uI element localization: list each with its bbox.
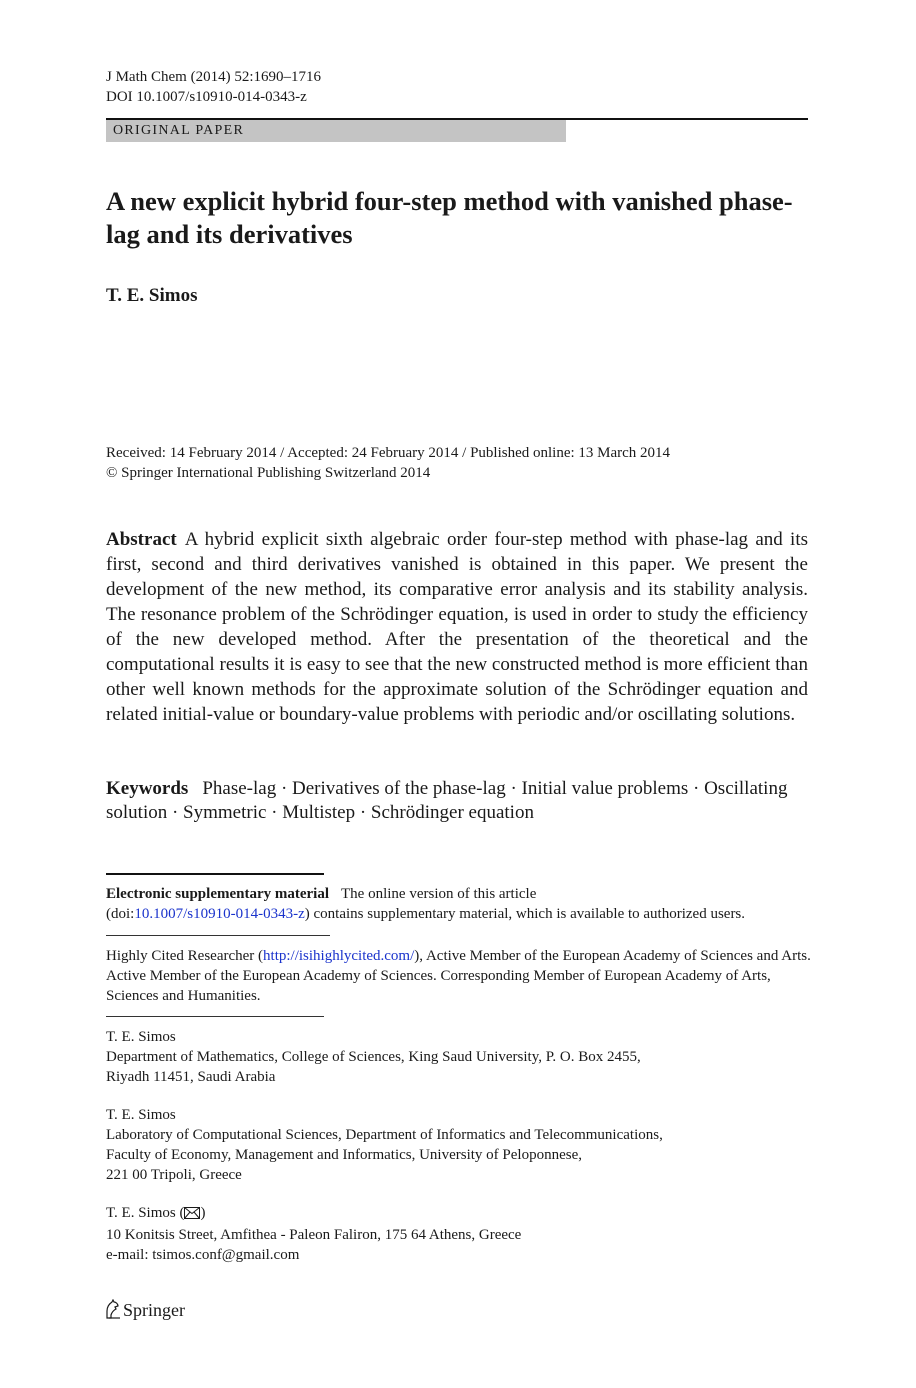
abstract: [106, 527, 808, 727]
hcr-link[interactable]: http://isihighlycited.com/: [263, 948, 415, 964]
email-line: e-mail: tsimos.conf@gmail.com: [106, 1247, 300, 1263]
journal-header: [106, 67, 321, 107]
affiliation-name: T. E. Simos: [106, 1029, 176, 1045]
esm-text-3: ) contains supplementary material, which is available to authorized users.: [304, 906, 746, 922]
publisher-logo: [104, 1298, 185, 1322]
copyright-line: © Springer International Publishing Switzerland 2014: [106, 465, 431, 481]
received-accepted-line: Received: 14 February 2014 / Accepted: 24 February 2014 / Published online: 13 March 2014: [106, 445, 671, 461]
affiliation-1: [106, 1027, 816, 1087]
hcr-text-2: ), Active Member of the European Academy of Sciences and Arts. Active Member of the European Academy of Sciences. Corresponding Member of European Academy of Arts, Sciences and Humanities.: [106, 948, 811, 1004]
esm-text-1: The online version of this article: [341, 886, 537, 902]
affiliation-name: T. E. Simos: [106, 1107, 176, 1123]
hcr-text-1: Highly Cited Researcher (: [106, 948, 264, 964]
publisher-name: Springer: [123, 1300, 185, 1320]
corresponding-author: T. E. Simos ( ): [106, 1203, 816, 1225]
esm-text-2: (doi:: [106, 906, 135, 922]
publication-dates: [106, 443, 670, 483]
highly-cited-footnote: [106, 946, 816, 1006]
article-type-label: ORIGINAL PAPER: [113, 123, 245, 138]
affiliation-3: [106, 1203, 816, 1265]
affiliation-line: Riyadh 11451, Saudi Arabia: [106, 1069, 276, 1085]
keywords-text: Phase-lag · Derivatives of the phase-lag · Initial value problems · Oscillating solution · Symmetric · Multistep · Schrödinger equation: [106, 778, 788, 823]
affiliation-name: T. E. Simos: [106, 1205, 176, 1221]
abstract-label: Abstract: [106, 529, 177, 550]
abstract-text: A hybrid explicit sixth algebraic order four-step method with phase-lag and its first, second and third derivatives vanished is obtained in this paper. We present the development of the new method, its comparative error analysis and its stability analysis. The resonance problem of the Schrödinger equation, is used in order to study the efficiency of the new developed method. After the presentation of the theoretical and the computational results it is easy to see that the new constructed method is more efficient than other well known methods for the approximate solution of the Schrödinger equation and related initial-value or boundary-value problems with periodic and/or oscillating solutions.: [106, 529, 808, 725]
journal-citation: J Math Chem (2014) 52:1690–1716: [106, 69, 321, 85]
envelope-icon: [184, 1205, 200, 1225]
author-name: T. E. Simos: [106, 285, 198, 306]
esm-label: Electronic supplementary material: [106, 886, 330, 902]
affiliation-line: Department of Mathematics, College of Sciences, King Saud University, P. O. Box 2455,: [106, 1049, 641, 1065]
keywords-label: Keywords: [106, 778, 189, 799]
affiliation-line: 221 00 Tripoli, Greece: [106, 1167, 242, 1183]
affiliation-line: 10 Konitsis Street, Amfithea - Paleon Faliron, 175 64 Athens, Greece: [106, 1227, 522, 1243]
affiliation-separator: [106, 1016, 324, 1017]
article-type-banner: [106, 120, 566, 142]
affiliation-2: [106, 1105, 816, 1185]
footnote-separator: [106, 935, 330, 936]
esm-doi-link[interactable]: 10.1007/s10910-014-0343-z: [134, 906, 305, 922]
keywords: [106, 777, 808, 825]
affiliation-line: Laboratory of Computational Sciences, Department of Informatics and Telecommunications,: [106, 1127, 663, 1143]
affiliation-line: Faculty of Economy, Management and Informatics, University of Peloponnese,: [106, 1147, 582, 1163]
paper-title: A new explicit hybrid four-step method with vanished phase-lag and its derivatives: [106, 186, 793, 249]
esm-footnote: [106, 884, 816, 924]
journal-doi: DOI 10.1007/s10910-014-0343-z: [106, 89, 307, 105]
springer-horse-icon: [104, 1300, 123, 1320]
footnote-rule: [106, 873, 324, 875]
